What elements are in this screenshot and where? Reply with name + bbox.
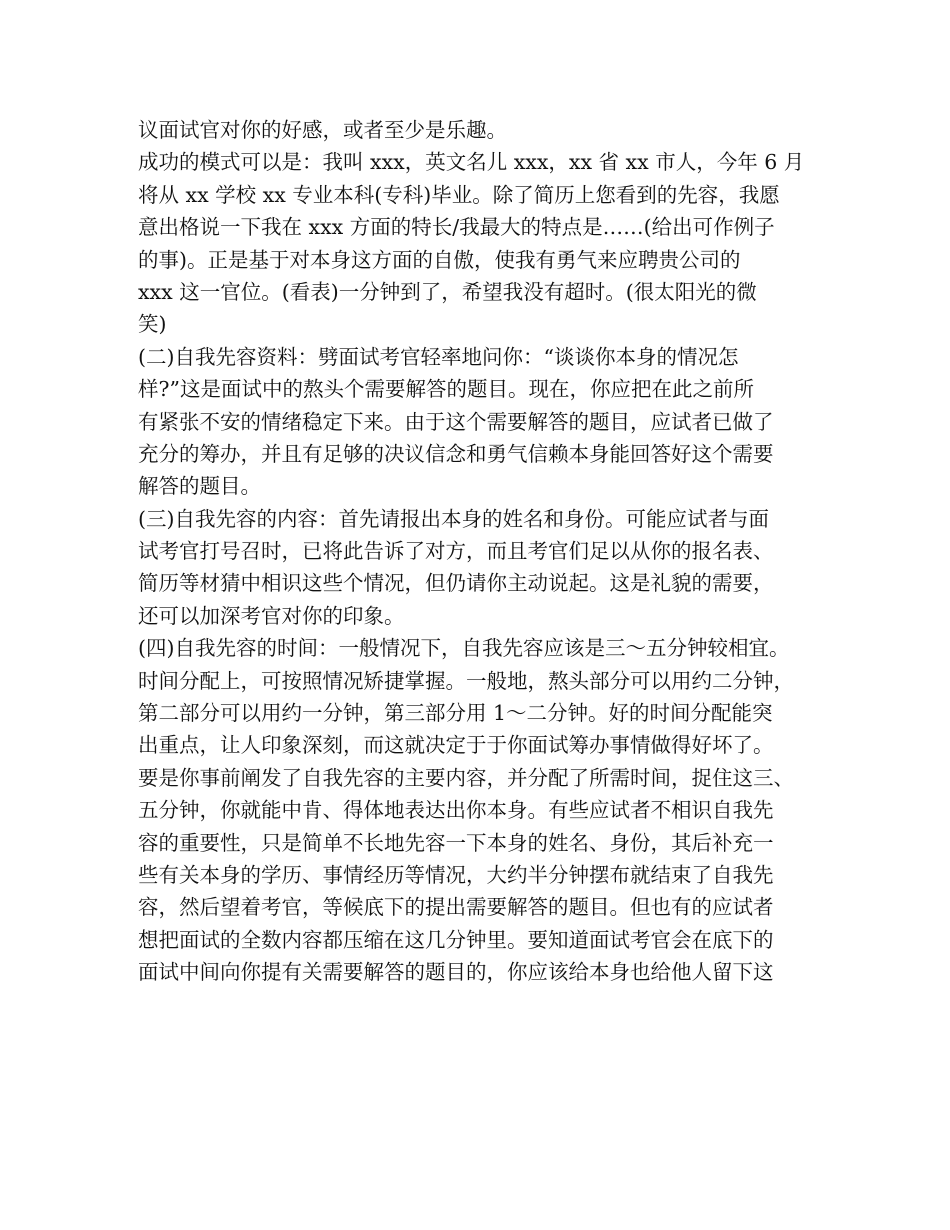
text-line: 成功的模式可以是：我叫 xxx，英文名儿 xxx，xx 省 xx 市人，今年 6 月 (138, 150, 805, 175)
text-line: 的事)。正是基于对本身这方面的自傲，使我有勇气来应聘贵公司的 (138, 247, 741, 272)
text-line: xxx 这一官位。(看表)一分钟到了，希望我没有超时。(很太阳光的微 (138, 279, 757, 304)
text-line: 容，然后望着考官，等候底下的提出需要解答的题目。但也有的应试者 (138, 895, 774, 920)
text-line: 出重点，让人印象深刻，而这就决定于于你面试筹办事情做得好坏了。 (138, 733, 774, 758)
text-line: 笑) (138, 312, 167, 337)
text-line: 解答的题目。 (138, 474, 261, 499)
text-line: (二)自我先容资料：劈面试考官轻率地问你：“谈谈你本身的情况怎 (138, 344, 739, 369)
text-line: 容的重要性，只是简单不长地先容一下本身的姓名、身份，其后补充一 (138, 830, 774, 855)
text-line: (三)自我先容的内容：首先请报出本身的姓名和身份。可能应试者与面 (138, 506, 769, 531)
text-line: 想把面试的全数内容都压缩在这几分钟里。要知道面试考官会在底下的 (138, 927, 774, 952)
text-line: 要是你事前阐发了自我先容的主要内容，并分配了所需时间，捉住这三、 (138, 765, 794, 790)
text-line: 面试中间向你提有关需要解答的题目的，你应该给本身也给他人留下这 (138, 960, 774, 985)
text-line: (四)自我先容的时间：一般情况下，自我先容应该是三～五分钟较相宜。 (138, 636, 790, 661)
text-line: 意出格说一下我在 xxx 方面的特长/我最大的特点是……(给出可作例子 (138, 215, 775, 240)
text-line: 些有关本身的学历、事情经历等情况，大约半分钟摆布就结束了自我先 (138, 862, 774, 887)
text-line: 时间分配上，可按照情况矫捷掌握。一般地，熬头部分可以用约二分钟， (138, 668, 794, 693)
text-line: 简历等材猜中相识这些个情况，但仍请你主动说起。这是礼貌的需要， (138, 571, 774, 596)
text-line: 有紧张不安的情绪稳定下来。由于这个需要解答的题目，应试者已做了 (138, 409, 774, 434)
text-line: 议面试官对你的好感，或者至少是乐趣。 (138, 118, 507, 142)
text-line: 充分的筹办，并且有足够的决议信念和勇气信赖本身能回答好这个需要 (138, 441, 774, 466)
text-line: 还可以加深考官对你的印象。 (138, 603, 405, 628)
text-line: 样?”这是面试中的熬头个需要解答的题目。现在，你应把在此之前所 (138, 377, 754, 402)
text-line: 五分钟，你就能中肯、得体地表达出你本身。有些应试者不相识自我先 (138, 798, 774, 823)
text-line: 试考官打号召时，已将此告诉了对方，而且考官们足以从你的报名表、 (138, 539, 774, 564)
text-line: 将从 xx 学校 xx 专业本科(专科)毕业。除了简历上您看到的先容，我愿 (138, 182, 780, 207)
document-body (138, 114, 828, 989)
text-line: 第二部分可以用约一分钟，第三部分用 1～二分钟。好的时间分配能突 (138, 701, 773, 726)
